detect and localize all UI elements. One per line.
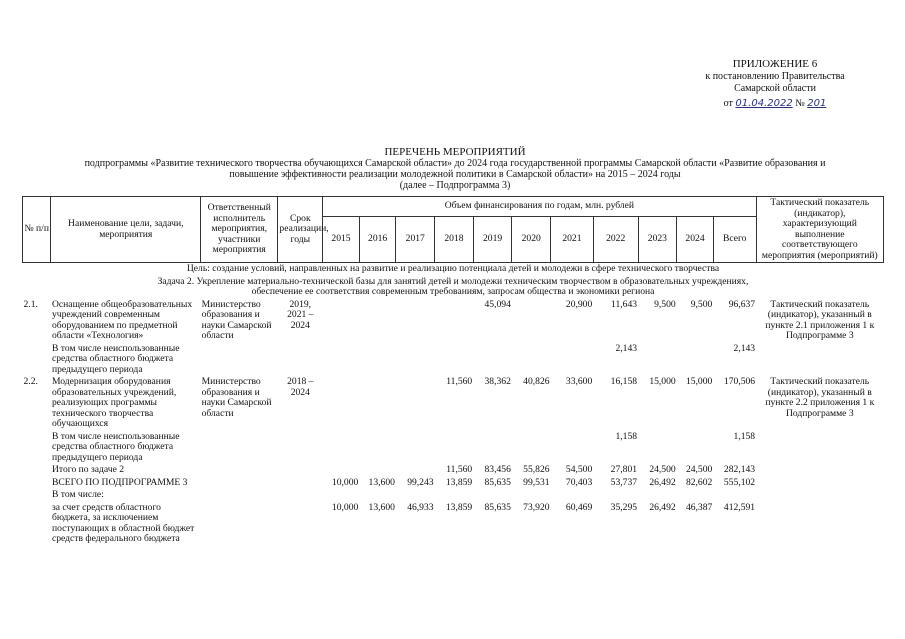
- table-row: [23, 489, 884, 502]
- row-value: 55,826: [523, 464, 550, 475]
- row-value: 46,387: [685, 501, 713, 513]
- row-value: 53,737: [610, 476, 638, 488]
- activities-table: [22, 196, 884, 546]
- row-value: [677, 343, 714, 377]
- header-year: 2020: [512, 217, 551, 263]
- table-row: [23, 464, 884, 477]
- row-value: 54,500: [565, 464, 593, 475]
- handwritten-date: 01.04.2022: [735, 98, 793, 109]
- row-value: 45,094: [484, 298, 511, 310]
- row-total: 555,102: [723, 476, 756, 488]
- row-value: [323, 343, 360, 377]
- row-value: [435, 299, 474, 343]
- row-value: 35,295: [610, 501, 638, 513]
- row-value: 38,362: [484, 376, 511, 387]
- task-row: [23, 276, 884, 299]
- table-row: [23, 343, 884, 377]
- row-value: 46,933: [407, 501, 434, 513]
- row-value: 9,500: [690, 298, 713, 310]
- row-value: [677, 489, 714, 502]
- row-value: [435, 343, 474, 377]
- row-num: [23, 502, 51, 546]
- row-indicator: Тактический показатель (индикатор), указанный в пункте 2.1 приложения 1 к Подпрограмме 3: [765, 298, 875, 341]
- document-title-block: [30, 147, 880, 191]
- row-value: 1,158: [615, 430, 638, 442]
- row-value: [435, 489, 474, 502]
- row-period: [278, 431, 323, 465]
- row-period: [278, 464, 323, 477]
- row-name: Оснащение общеобразовательных учреждений современным оборудованием по предметной области «Технология»: [51, 298, 193, 341]
- row-value: 70,403: [565, 476, 593, 488]
- row-num: [23, 464, 51, 477]
- row-name: В том числе неиспользованные средства областного бюджета предыдущего периода: [51, 430, 180, 463]
- row-executor: Министерство образования и науки Самарской области: [201, 376, 272, 419]
- row-num: [23, 431, 51, 465]
- row-value: 2,143: [615, 342, 638, 354]
- row-value: [638, 431, 677, 465]
- appendix-block: [690, 58, 860, 110]
- row-num: [23, 489, 51, 502]
- header-year: 2018: [435, 217, 474, 263]
- row-num: [23, 343, 51, 377]
- row-num: [23, 477, 51, 490]
- header-year: 2017: [396, 217, 435, 263]
- row-value: 99,243: [407, 476, 434, 488]
- row-value: [359, 299, 396, 343]
- row-value: 11,560: [446, 376, 473, 387]
- row-value: 82,602: [685, 476, 713, 488]
- row-value: [323, 431, 360, 465]
- row-period: 2019, 2021 – 2024: [287, 298, 314, 331]
- row-name: В том числе неиспользованные средства областного бюджета предыдущего периода: [51, 342, 180, 375]
- header-total: Всего: [713, 217, 756, 263]
- row-num: 2.1.: [23, 298, 38, 310]
- row-value: 13,859: [445, 476, 473, 488]
- row-value: 60,469: [565, 501, 593, 513]
- row-indicator: [756, 343, 883, 377]
- task-line-1: Задача 2. Укрепление материально-технической базы для занятий детей и молодежи техническим творчеством в образовательных учреждениях,: [157, 275, 749, 287]
- row-value: [323, 299, 360, 343]
- row-indicator: [756, 502, 883, 546]
- handwritten-number: 201: [807, 98, 827, 109]
- row-value: [512, 489, 551, 502]
- table-row: [23, 502, 884, 546]
- date-prefix: от: [723, 98, 733, 109]
- document-subtitle-1: подпрограммы «Развитие технического творчества обучающихся Самарской области» до 2024 года государственной программы Самарской области «Развитие образования и: [84, 158, 826, 169]
- row-indicator: [756, 431, 883, 465]
- row-value: 13,600: [368, 476, 395, 488]
- row-value: [473, 343, 512, 377]
- row-value: 10,000: [331, 476, 359, 488]
- row-executor: Министерство образования и науки Самарской области: [201, 298, 272, 341]
- header-funding: Объем финансирования по годам, млн. рублей: [323, 197, 756, 217]
- row-value: 11,560: [446, 464, 473, 475]
- row-total: 2,143: [733, 342, 756, 354]
- row-name: за счет средств областного бюджета, за исключением поступающих в областной бюджет средств федерального бюджета: [51, 501, 195, 544]
- row-value: 15,000: [649, 376, 676, 387]
- row-value: [396, 489, 435, 502]
- row-value: [359, 489, 396, 502]
- row-value: 20,900: [565, 298, 593, 310]
- row-value: [323, 464, 360, 477]
- row-value: 16,158: [610, 376, 638, 387]
- row-value: [512, 431, 551, 465]
- row-period: 2018 – 2024: [287, 376, 314, 398]
- row-value: 24,500: [685, 464, 713, 475]
- row-value: [359, 376, 396, 431]
- number-prefix: №: [795, 98, 805, 109]
- goal-row: [23, 263, 884, 276]
- header-year: 2024: [677, 217, 714, 263]
- row-value: [638, 489, 677, 502]
- row-value: [435, 431, 474, 465]
- row-value: 85,635: [484, 476, 511, 488]
- document-subtitle-3: (далее – Подпрограмма 3): [399, 180, 511, 191]
- header-year: 2015: [323, 217, 360, 263]
- row-value: 83,456: [484, 464, 511, 475]
- row-name: Модернизация оборудования образовательных учреждений, реализующих программы технического творчества обучающихся: [51, 376, 177, 429]
- row-value: [473, 431, 512, 465]
- header-num: № п/п: [23, 197, 51, 263]
- row-indicator: [756, 464, 883, 477]
- row-total: 412,591: [723, 501, 756, 513]
- row-value: [396, 376, 435, 431]
- row-total: [713, 489, 756, 502]
- header-executor: Ответственный исполнитель мероприятия, участники мероприятия: [201, 197, 278, 263]
- row-value: [396, 431, 435, 465]
- row-period: [278, 502, 323, 546]
- row-total: 170,506: [723, 376, 756, 387]
- row-value: 85,635: [484, 501, 511, 513]
- row-value: [638, 343, 677, 377]
- row-name: Итого по задаче 2: [51, 464, 125, 475]
- row-value: 11,643: [611, 298, 638, 310]
- header-indicator: Тактический показатель (индикатор), характеризующий выполнение соответствующего мероприятия (мероприятий): [756, 197, 883, 263]
- row-period: [278, 477, 323, 490]
- row-value: [473, 489, 512, 502]
- row-value: 15,000: [685, 376, 713, 387]
- appendix-line-1: к постановлению Правительства: [705, 71, 845, 82]
- row-value: [593, 489, 638, 502]
- row-executor: [201, 431, 278, 465]
- row-value: [551, 489, 594, 502]
- row-value: 27,801: [610, 464, 638, 475]
- row-value: [677, 431, 714, 465]
- row-name: ВСЕГО ПО ПОДПРОГРАММЕ 3: [51, 476, 188, 488]
- row-value: 10,000: [331, 501, 359, 513]
- row-executor: [201, 477, 278, 490]
- row-period: [278, 343, 323, 377]
- table-row: [23, 376, 884, 431]
- row-value: 13,859: [445, 501, 473, 513]
- row-total: 1,158: [733, 430, 756, 442]
- row-value: 9,500: [654, 298, 676, 310]
- row-value: 13,600: [368, 501, 395, 513]
- appendix-line-2: Самарской области: [734, 83, 816, 94]
- row-value: [512, 299, 551, 343]
- header-period: Срок реализации, годы: [278, 197, 323, 263]
- row-value: 26,492: [649, 476, 676, 488]
- row-value: [551, 431, 594, 465]
- document-title: ПЕРЕЧЕНЬ МЕРОПРИЯТИЙ: [384, 146, 526, 158]
- row-value: 26,492: [649, 501, 676, 513]
- document-subtitle-2: повышение эффективности реализации молодежной политики в Самарской области» на 2015 – 2024 годы: [229, 169, 681, 180]
- table-row: [23, 477, 884, 490]
- row-indicator: [756, 477, 883, 490]
- row-value: [396, 299, 435, 343]
- row-value: [323, 376, 360, 431]
- row-value: [396, 343, 435, 377]
- row-value: [551, 343, 594, 377]
- row-value: [512, 343, 551, 377]
- row-value: [359, 343, 396, 377]
- row-period: [278, 489, 323, 502]
- row-name: В том числе:: [51, 489, 104, 500]
- row-executor: [201, 502, 278, 546]
- table-row: [23, 299, 884, 343]
- row-num: 2.2.: [23, 376, 38, 387]
- row-value: 40,826: [523, 376, 550, 387]
- row-total: 282,143: [723, 464, 756, 475]
- row-indicator: Тактический показатель (индикатор), указанный в пункте 2.2 приложения 1 к Подпрограмме 3: [765, 376, 875, 419]
- row-value: [359, 464, 396, 477]
- row-value: [396, 464, 435, 477]
- row-value: [359, 431, 396, 465]
- row-indicator: [756, 489, 883, 502]
- decree-line: [690, 98, 860, 110]
- header-year: 2021: [551, 217, 594, 263]
- row-executor: [201, 489, 278, 502]
- row-executor: [201, 343, 278, 377]
- header-year: 2022: [593, 217, 638, 263]
- header-name: Наименование цели, задачи, мероприятия: [51, 197, 201, 263]
- table-row: [23, 431, 884, 465]
- header-year: 2016: [359, 217, 396, 263]
- header-year: 2019: [473, 217, 512, 263]
- task-text: [23, 276, 884, 299]
- appendix-title: ПРИЛОЖЕНИЕ 6: [732, 58, 818, 70]
- row-value: 33,600: [565, 376, 593, 387]
- row-value: 24,500: [649, 464, 676, 475]
- row-total: 96,637: [728, 298, 756, 310]
- row-value: [323, 489, 360, 502]
- header-year: 2023: [638, 217, 677, 263]
- task-line-2: обеспечение ее соответствия современным требованиям, запросам общества и экономики региона: [251, 286, 655, 297]
- row-executor: [201, 464, 278, 477]
- goal-text: Цель: создание условий, направленных на развитие и реализацию потенциала детей и молодежи в сфере технического творчества: [186, 263, 720, 274]
- row-value: 99,531: [523, 476, 550, 488]
- row-value: 73,920: [523, 501, 550, 513]
